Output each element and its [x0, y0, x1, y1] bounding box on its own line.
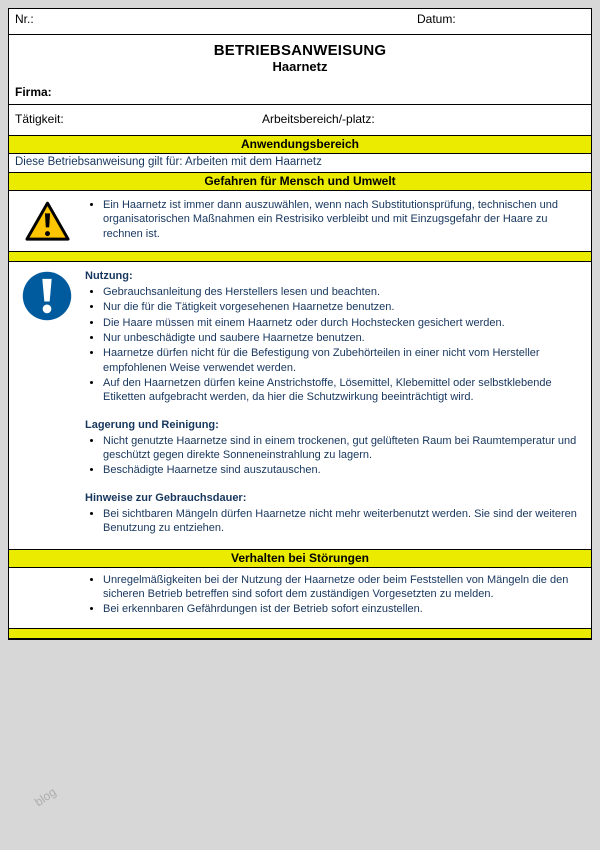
- stoerungen-bullet-list: [85, 573, 577, 617]
- lagerung-bullet: • Beschädigte Haarnetze sind auszutauschen.: [103, 463, 577, 477]
- lagerung-heading: Lagerung und Reinigung:: [85, 418, 219, 431]
- nutzung-heading: Nutzung:: [85, 269, 133, 282]
- betriebsanweisung-document: [8, 8, 592, 640]
- title-block: [9, 35, 591, 76]
- stoerungen-bullet: • Unregelmäßigkeiten bei der Nutzung der Haarnetze oder beim Feststellen von Mängeln die den sicheren Betrieb betreffen sind sofort dem zuständigen Vorgesetzten zu melden.: [103, 573, 577, 602]
- warning-triangle-icon: [24, 200, 71, 248]
- lagerung-bullet-list: [85, 434, 577, 478]
- nutzung-bullet: • Die Haare müssen mit einem Haarnetz oder durch Hochstecken gesichert werden.: [103, 316, 577, 330]
- firma-row: [9, 76, 591, 105]
- document-subtitle: Haarnetz: [272, 59, 328, 74]
- taetigkeit-row: [9, 105, 591, 135]
- nr-label: Nr.:: [15, 12, 34, 26]
- datum-label: Datum:: [417, 12, 456, 26]
- firma-label: Firma:: [15, 85, 52, 99]
- nutzung-bullet: • Haarnetze dürfen nicht für die Befestigung von Zubehörteilen in einer nicht vom Hersteller empfohlenen Weise verwendet werden.: [103, 346, 577, 375]
- watermark: blog: [32, 784, 59, 810]
- bottom-bar: [9, 628, 591, 639]
- nutzung-bullet: • Nur die für die Tätigkeit vorgesehenen Haarnetze benutzen.: [103, 300, 577, 314]
- stoerungen-bullet: • Bei erkennbaren Gefährdungen ist der Betrieb sofort einzustellen.: [103, 602, 577, 616]
- gebrauchsdauer-bullet: • Bei sichtbaren Mängeln dürfen Haarnetze nicht mehr weiterbenutzt werden. Sie sind der weiteren Benutzung zu entziehen.: [103, 507, 577, 536]
- gefahren-section: [9, 191, 591, 251]
- lagerung-group: [85, 418, 577, 478]
- anwendungsbereich-text: Diese Betriebsanweisung gilt für: Arbeiten mit dem Haarnetz: [15, 156, 322, 168]
- document-title: BETRIEBSANWEISUNG: [213, 42, 387, 59]
- gefahren-bullet: • Ein Haarnetz ist immer dann auszuwählen, wenn nach Substitutionsprüfung, technischen und organisatorischen Maßnahmen ein Restrisiko verbleibt und mit Einzugsgefahr der Haare zu rechnen ist.: [103, 198, 577, 241]
- stoerungen-section: [9, 568, 591, 628]
- gefahren-bullet-list: [85, 198, 577, 241]
- section-divider-bar: [9, 251, 591, 262]
- header-row: [9, 9, 591, 35]
- gebrauchsdauer-heading: Hinweise zur Gebrauchsdauer:: [85, 491, 247, 504]
- arbeitsbereich-label: Arbeitsbereich/-platz:: [262, 112, 375, 126]
- nutzung-bullet: • Gebrauchsanleitung des Herstellers lesen und beachten.: [103, 285, 577, 299]
- taetigkeit-label: Tätigkeit:: [15, 112, 64, 126]
- schutzmassnahmen-section: [9, 262, 591, 549]
- nutzung-bullet: • Nur unbeschädigte und saubere Haarnetze benutzen.: [103, 331, 577, 345]
- nutzung-bullet: • Auf den Haarnetzen dürfen keine Anstrichstoffe, Lösemittel, Klebemittel oder selbstklebende Etiketten aufgebracht werden, da hier die Schutzwirkung beeinträchtigt wird.: [103, 376, 577, 405]
- mandatory-sign-icon: [22, 271, 72, 326]
- section-header-stoerungen: Verhalten bei Störungen: [9, 549, 591, 568]
- lagerung-bullet: • Nicht genutzte Haarnetze sind in einem trockenen, gut gelüfteten Raum bei Raumtemperatur und geschützt gegen direkte Sonneneinstrahlung zu lagern.: [103, 434, 577, 463]
- gebrauchsdauer-bullet-list: [85, 507, 577, 536]
- gebrauchsdauer-group: [85, 491, 577, 536]
- nutzung-group: [85, 269, 577, 405]
- section-header-anwendungsbereich: Anwendungsbereich: [9, 135, 591, 154]
- section-header-gefahren: Gefahren für Mensch und Umwelt: [9, 172, 591, 191]
- nutzung-bullet-list: [85, 285, 577, 404]
